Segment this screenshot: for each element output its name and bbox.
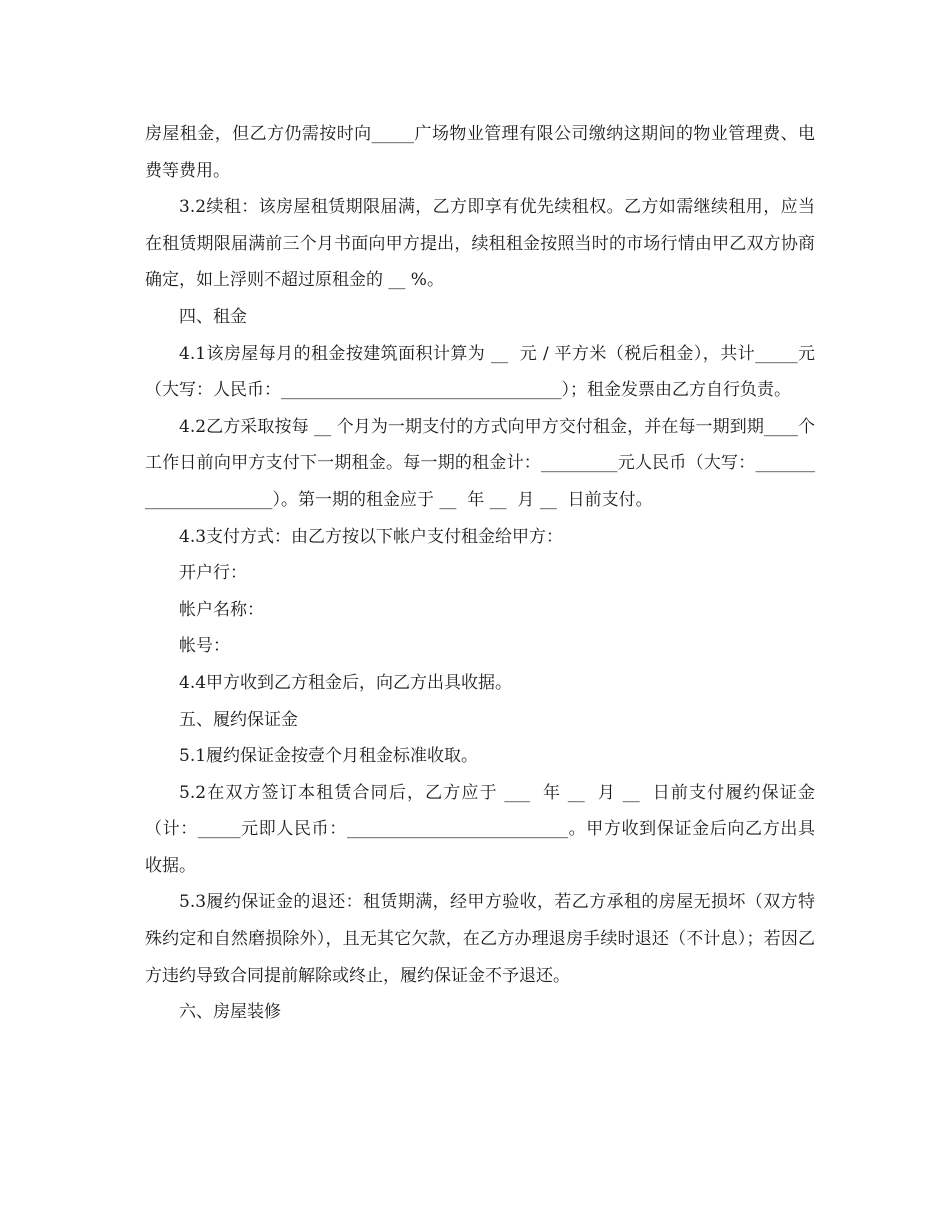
- paragraph-3-2-renewal: 3.2续租：该房屋租赁期限届满，乙方即享有优先续租权。乙方如需继续租用，应当在租赁期限届满前三个月书面向甲方提出，续租租金按照当时的市场行情由甲乙双方协商确定，如上浮则不超过原租金的 __ %。: [145, 197, 815, 291]
- field-account-name: 帐户名称：: [179, 599, 264, 620]
- paragraph-5-1-deposit-standard: 5.1履约保证金按壹个月租金标准收取。: [179, 746, 479, 767]
- field-bank-name: 开户行：: [179, 563, 247, 584]
- section-heading-rent: 四、租金: [179, 306, 247, 327]
- paragraph-4-2-payment-period: 4.2乙方采取按每 __ 个月为一期支付的方式向甲方交付租金，并在每一期到期____个工作日前向甲方支付下一期租金。每一期的租金计：_________元人民币（大写：______________________）。第一期的租金应于 __ 年 __ 月 __ 日前支付。: [145, 416, 815, 510]
- section-heading-renovation: 六、房屋装修: [179, 1002, 281, 1023]
- section-heading-deposit: 五、履约保证金: [179, 709, 298, 730]
- paragraph-5-2-deposit-payment: 5.2在双方签订本租赁合同后，乙方应于 ___ 年 __ 月 __ 日前支付履约保证金（计：_____元即人民币：__________________________。甲方收到保证金后向乙方出具收据。: [145, 782, 815, 876]
- paragraph-4-1-rent-amount: 4.1该房屋每月的租金按建筑面积计算为 __ 元 / 平方米（税后租金），共计_____元（大写：人民币：_________________________________）；租金发票由乙方自行负责。: [145, 343, 815, 401]
- field-account-number: 帐号：: [179, 636, 230, 657]
- paragraph-4-4-receipt: 4.4甲方收到乙方租金后，向乙方出具收据。: [179, 672, 513, 693]
- document-body: [145, 116, 815, 1031]
- paragraph-rent-property-fees: 房屋租金，但乙方仍需按时向_____广场物业管理有限公司缴纳这期间的物业管理费、电费等费用。: [145, 124, 815, 181]
- paragraph-5-3-deposit-refund: 5.3履约保证金的退还：租赁期满，经甲方验收，若乙方承租的房屋无损坏（双方特殊约定和自然磨损除外），且无其它欠款，在乙方办理退房手续时退还（不计息）；若因乙方违约导致合同提前解除或终止，履约保证金不予退还。: [145, 892, 815, 986]
- paragraph-4-3-payment-method: 4.3支付方式：由乙方按以下帐户支付租金给甲方：: [179, 526, 564, 547]
